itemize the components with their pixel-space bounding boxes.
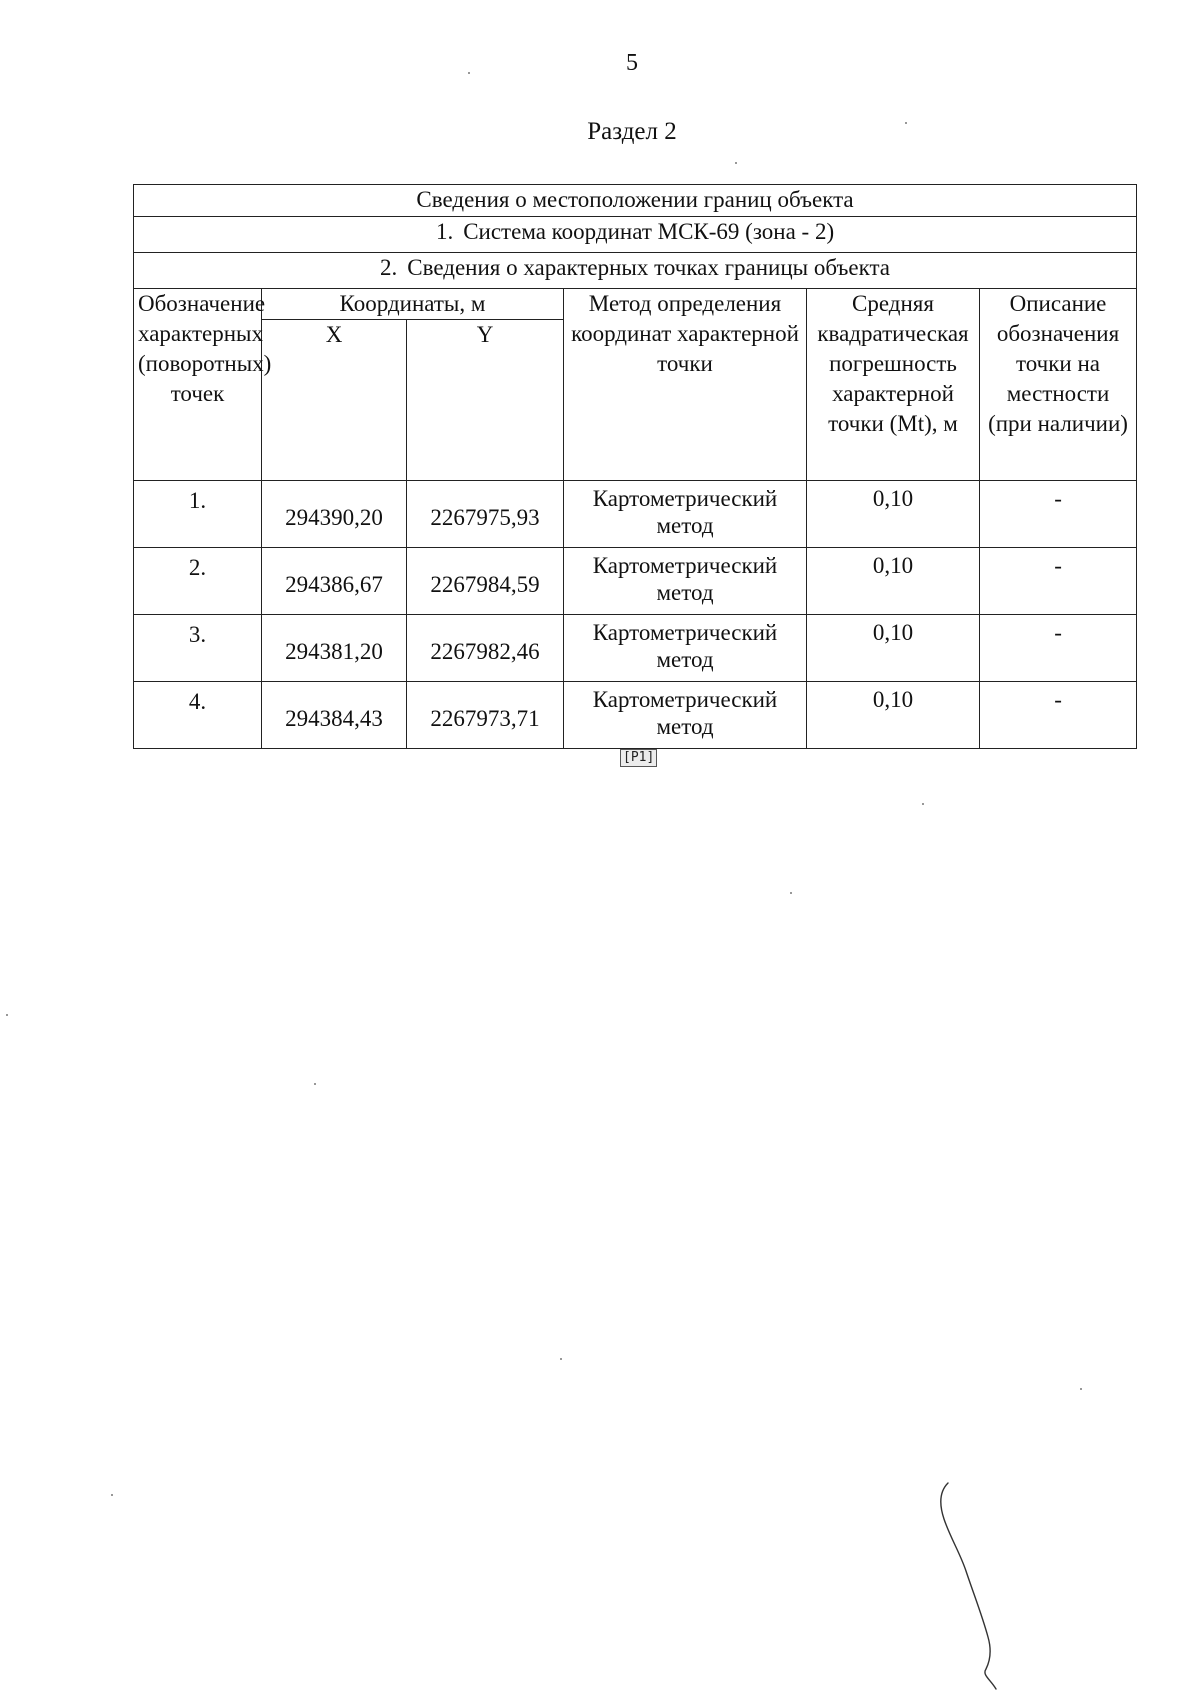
y-coordinate: 2267982,46 (407, 615, 564, 682)
boundary-table (133, 184, 1137, 749)
x-coordinate: 294381,20 (262, 615, 407, 682)
point-number: 3. (134, 615, 262, 682)
y-coordinate: 2267975,93 (407, 481, 564, 548)
page-stamp: [P1] (620, 749, 657, 767)
table-row (134, 615, 1137, 682)
section-title: Раздел 2 (587, 118, 677, 145)
method-cell: Картометрический метод (564, 481, 807, 548)
description-cell: - (980, 548, 1137, 615)
table-row (134, 481, 1137, 548)
method-cell: Картометрический метод (564, 548, 807, 615)
points-heading-number: 2. (380, 255, 398, 280)
method-cell: Картометрический метод (564, 682, 807, 749)
point-number: 4. (134, 682, 262, 749)
description-cell: - (980, 615, 1137, 682)
page-number: 5 (626, 50, 638, 76)
scan-speck (790, 892, 792, 894)
coordinate-system-text: Система координат МСК-69 (зона - 2) (463, 219, 835, 244)
scan-speck (560, 1358, 562, 1360)
header-description: Описание обозначения точки на местности (при наличии) (980, 289, 1137, 481)
table-row (134, 682, 1137, 749)
points-heading-text: Сведения о характерных точках границы объекта (407, 255, 891, 280)
header-coordinates: Координаты, м (262, 289, 564, 320)
header-x: X (262, 320, 407, 481)
coordinate-system-line (134, 217, 1137, 253)
scan-speck (922, 803, 924, 805)
scan-speck (735, 162, 737, 164)
scan-speck (1080, 1388, 1082, 1390)
header-designation: Обозначение характерных (поворотных) точек (134, 289, 262, 481)
y-coordinate: 2267973,71 (407, 682, 564, 749)
error-cell: 0,10 (807, 548, 980, 615)
x-coordinate: 294384,43 (262, 682, 407, 749)
table-row (134, 548, 1137, 615)
header-y: Y (407, 320, 564, 481)
x-coordinate: 294386,67 (262, 548, 407, 615)
x-coordinate: 294390,20 (262, 481, 407, 548)
scan-speck (111, 1494, 113, 1496)
description-cell: - (980, 481, 1137, 548)
header-method: Метод определения координат характерной точки (564, 289, 807, 481)
scan-speck (314, 1083, 316, 1085)
error-cell: 0,10 (807, 682, 980, 749)
method-cell: Картометрический метод (564, 615, 807, 682)
table-caption: Сведения о местоположении границ объекта (134, 185, 1137, 217)
coordinate-system-number: 1. (435, 219, 454, 244)
error-cell: 0,10 (807, 615, 980, 682)
point-number: 1. (134, 481, 262, 548)
scan-speck (6, 1014, 8, 1016)
scan-speck (468, 72, 470, 74)
scan-speck (905, 122, 907, 124)
y-coordinate: 2267984,59 (407, 548, 564, 615)
error-cell: 0,10 (807, 481, 980, 548)
point-number: 2. (134, 548, 262, 615)
description-cell: - (980, 682, 1137, 749)
signature-stroke (930, 1475, 1010, 1695)
header-error: Средняя квадратическая погрешность характерной точки (Mt), м (807, 289, 980, 481)
points-heading-line (134, 253, 1137, 289)
